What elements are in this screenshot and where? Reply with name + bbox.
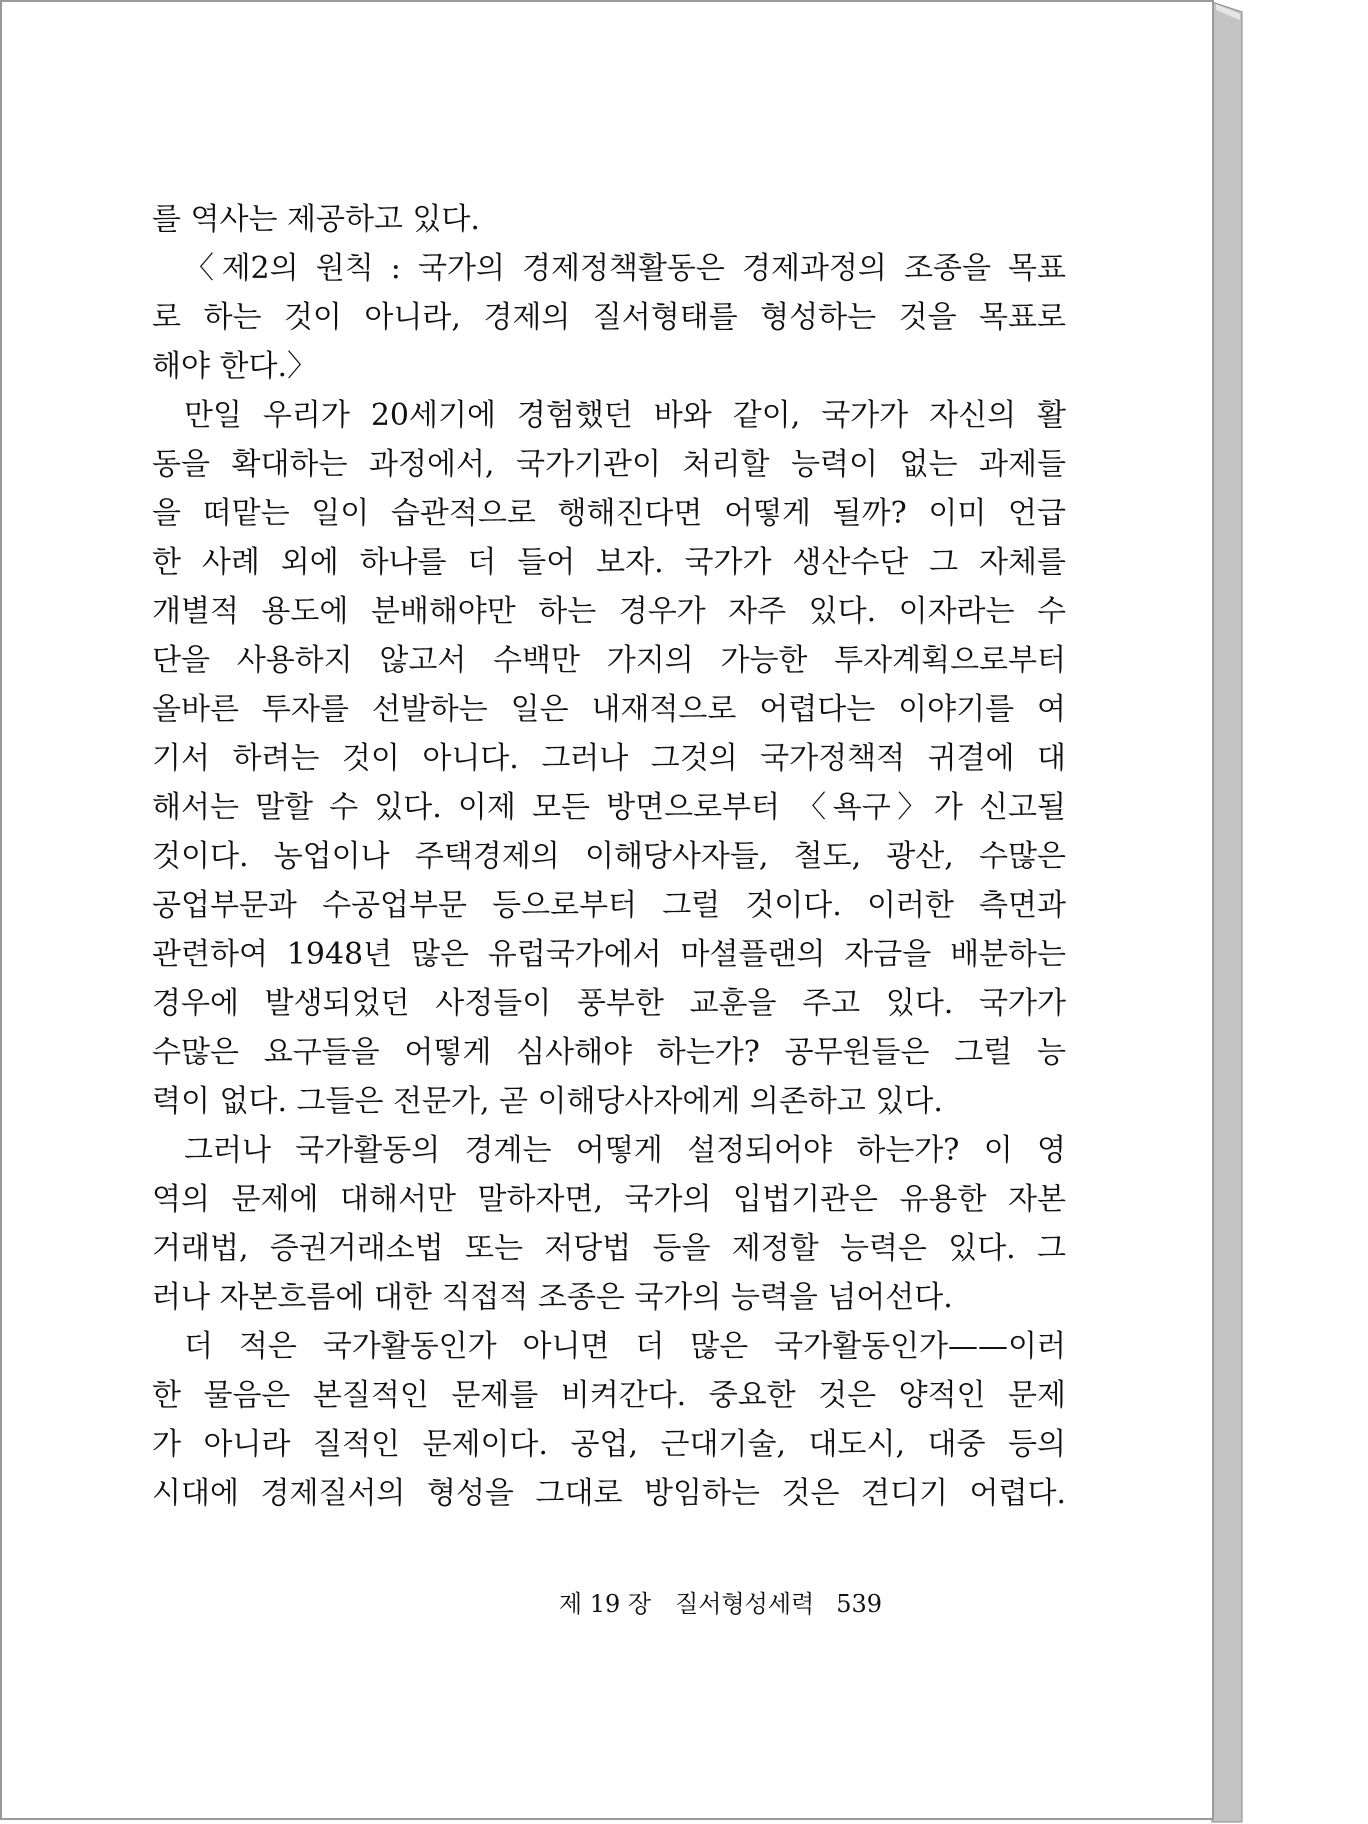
text-line: 력이 없다. 그들은 전문가, 곧 이해당사자에게 의존하고 있다. [152,1084,943,1119]
text-line: 시대에 경제질서의 형성을 그대로 방임하는 것은 견디기 어렵다. [152,1476,1066,1511]
text-line: 한 사례 외에 하나를 더 들어 보자. 국가가 생산수단 그 자체를 [152,545,1066,580]
text-line: 〈제2의 원칙 : 국가의 경제정책활동은 경제과정의 조종을 목표 [184,251,1066,286]
text-line: 것이다. 농업이나 주택경제의 이해당사자들, 철도, 광산, 수많은 [152,839,1066,874]
text-line: 올바른 투자를 선발하는 일은 내재적으로 어렵다는 이야기를 여 [152,692,1066,727]
text-line: 경우에 발생되었던 사정들이 풍부한 교훈을 주고 있다. 국가가 [152,986,1066,1021]
text-line: 더 적은 국가활동인가 아니면 더 많은 국가활동인가——이러 [184,1329,1066,1364]
text-line: 러나 자본흐름에 대한 직접적 조종은 국가의 능력을 넘어선다. [152,1280,953,1315]
text-line: 동을 확대하는 과정에서, 국가기관이 처리할 능력이 없는 과제들 [152,447,1066,482]
page-edge-graphic [1212,0,1368,1824]
footer-title: 질서형성세력 [675,1590,815,1618]
footer-chapter: 제 19 장 [558,1590,652,1618]
text-line: 을 떠맡는 일이 습관적으로 행해진다면 어떻게 될까? 이미 언급 [152,496,1066,531]
text-line: 거래법, 증권거래소법 또는 저당법 등을 제정할 능력은 있다. 그 [152,1231,1066,1266]
body-text [152,195,1066,1518]
text-line: 로 하는 것이 아니라, 경제의 질서형태를 형성하는 것을 목표로 [152,300,1066,335]
text-line: 해야 한다.〉 [152,349,317,384]
text-line: 그러나 국가활동의 경계는 어떻게 설정되어야 하는가? 이 영 [184,1133,1066,1168]
text-line: 개별적 용도에 분배해야만 하는 경우가 자주 있다. 이자라는 수 [152,594,1066,629]
running-footer [559,1584,882,1624]
text-line: 공업부문과 수공업부문 등으로부터 그럴 것이다. 이러한 측면과 [152,888,1066,923]
text-line: 한 물음은 본질적인 문제를 비켜간다. 중요한 것은 양적인 문제 [152,1378,1066,1413]
text-line: 를 역사는 제공하고 있다. [152,202,480,237]
text-line: 단을 사용하지 않고서 수백만 가지의 가능한 투자계획으로부터 [152,643,1066,678]
page-number: 539 [836,1590,882,1618]
text-line: 만일 우리가 20세기에 경험했던 바와 같이, 국가가 자신의 활 [184,398,1066,433]
text-line: 역의 문제에 대해서만 말하자면, 국가의 입법기관은 유용한 자본 [152,1182,1066,1217]
text-line: 수많은 요구들을 어떻게 심사해야 하는가? 공무원들은 그럴 능 [152,1035,1066,1070]
text-line: 가 아니라 질적인 문제이다. 공업, 근대기술, 대도시, 대중 등의 [152,1427,1066,1462]
text-line: 기서 하려는 것이 아니다. 그러나 그것의 국가정책적 귀결에 대 [152,741,1066,776]
text-line: 해서는 말할 수 있다. 이제 모든 방면으로부터 〈욕구〉가 신고될 [152,790,1066,825]
text-line: 관련하여 1948년 많은 유럽국가에서 마셜플랜의 자금을 배분하는 [152,937,1066,972]
